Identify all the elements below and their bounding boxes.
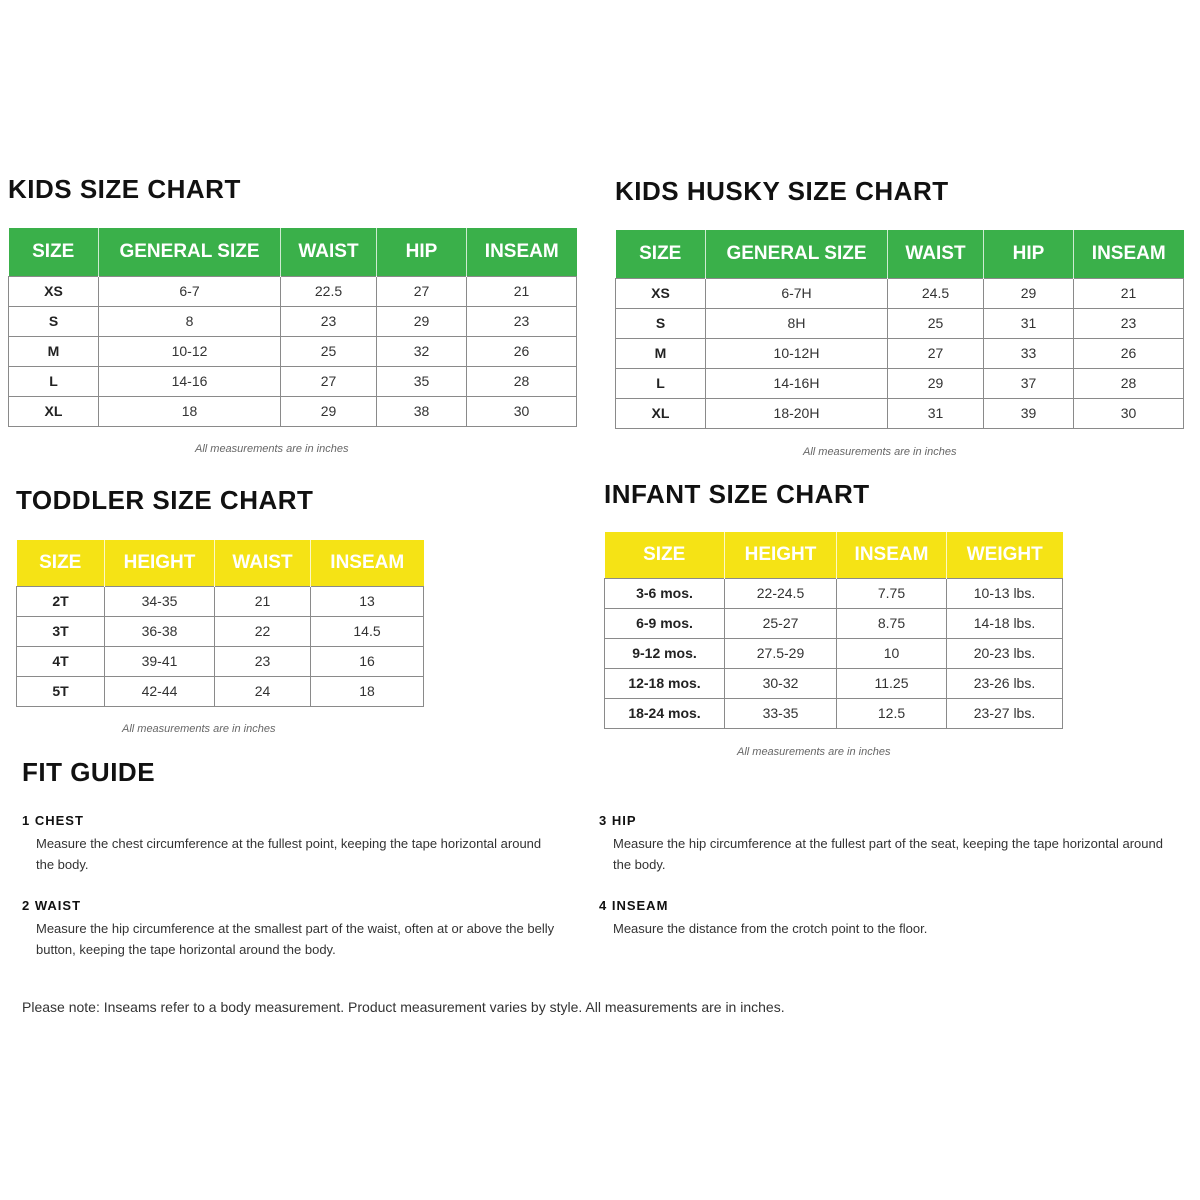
- table-cell: 27: [377, 276, 467, 306]
- table-row: [605, 698, 1063, 728]
- table-cell: 10: [837, 638, 947, 668]
- husky-size-table: [615, 230, 1184, 429]
- table-header-row: [9, 228, 577, 276]
- table-header-row: [616, 230, 1184, 278]
- table-cell: 21: [1074, 278, 1184, 308]
- table-cell: 14-16H: [706, 368, 888, 398]
- table-cell: 22.5: [281, 276, 377, 306]
- fit-item-text: Measure the distance from the crotch point to the floor.: [613, 921, 928, 936]
- column-header: WEIGHT: [947, 532, 1063, 578]
- fit-item-hip: [599, 813, 1169, 875]
- size-cell: 3-6 mos.: [605, 578, 725, 608]
- size-cell: M: [616, 338, 706, 368]
- table-row: [616, 278, 1184, 308]
- table-cell: 23: [215, 646, 311, 676]
- table-cell: 29: [888, 368, 984, 398]
- kids-measurement-note: All measurements are in inches: [195, 443, 349, 455]
- table-cell: 24.5: [888, 278, 984, 308]
- fit-item-heading: 4 INSEAM: [599, 898, 669, 913]
- table-row: [9, 366, 577, 396]
- table-cell: 8.75: [837, 608, 947, 638]
- fit-item-waist: [22, 898, 582, 960]
- table-cell: 23: [467, 306, 577, 336]
- table-cell: 6-7: [99, 276, 281, 306]
- table-cell: 31: [984, 308, 1074, 338]
- size-cell: 5T: [17, 676, 105, 706]
- table-cell: 14.5: [311, 616, 424, 646]
- fit-item-heading: 3 HIP: [599, 813, 637, 828]
- table-cell: 20-23 lbs.: [947, 638, 1063, 668]
- table-cell: 27: [888, 338, 984, 368]
- table-row: [9, 306, 577, 336]
- table-row: [9, 276, 577, 306]
- column-header: HEIGHT: [725, 532, 837, 578]
- table-cell: 29: [281, 396, 377, 426]
- table-row: [605, 668, 1063, 698]
- table-cell: 36-38: [105, 616, 215, 646]
- table-cell: 25-27: [725, 608, 837, 638]
- table-cell: 28: [1074, 368, 1184, 398]
- column-header: WAIST: [215, 540, 311, 586]
- table-cell: 25: [281, 336, 377, 366]
- table-cell: 29: [377, 306, 467, 336]
- table-cell: 12.5: [837, 698, 947, 728]
- table-cell: 31: [888, 398, 984, 428]
- table-cell: 30-32: [725, 668, 837, 698]
- table-cell: 14-16: [99, 366, 281, 396]
- table-cell: 22-24.5: [725, 578, 837, 608]
- size-cell: 9-12 mos.: [605, 638, 725, 668]
- kids-chart-title: KIDS SIZE CHART: [8, 174, 241, 204]
- table-cell: 18-20H: [706, 398, 888, 428]
- kids-size-table: [8, 228, 577, 427]
- size-cell: S: [9, 306, 99, 336]
- table-cell: 22: [215, 616, 311, 646]
- table-row: [9, 396, 577, 426]
- table-row: [605, 608, 1063, 638]
- table-cell: 10-13 lbs.: [947, 578, 1063, 608]
- column-header: INSEAM: [837, 532, 947, 578]
- fit-item-text: Measure the chest circumference at the fullest point, keeping the tape horizontal around the body.: [36, 836, 542, 872]
- table-row: [17, 616, 424, 646]
- column-header: HIP: [984, 230, 1074, 278]
- table-cell: 23: [281, 306, 377, 336]
- table-row: [17, 586, 424, 616]
- column-header: SIZE: [9, 228, 99, 276]
- size-cell: XS: [616, 278, 706, 308]
- table-cell: 16: [311, 646, 424, 676]
- table-row: [17, 676, 424, 706]
- infant-measurement-note: All measurements are in inches: [737, 746, 891, 758]
- table-header-row: [605, 532, 1063, 578]
- table-cell: 28: [467, 366, 577, 396]
- column-header: HIP: [377, 228, 467, 276]
- table-cell: 32: [377, 336, 467, 366]
- size-cell: 18-24 mos.: [605, 698, 725, 728]
- column-header: INSEAM: [1074, 230, 1184, 278]
- column-header: INSEAM: [311, 540, 424, 586]
- table-row: [605, 578, 1063, 608]
- table-cell: 34-35: [105, 586, 215, 616]
- table-cell: 18: [99, 396, 281, 426]
- column-header: GENERAL SIZE: [706, 230, 888, 278]
- fit-item-heading: 2 WAIST: [22, 898, 82, 913]
- toddler-chart-title: TODDLER SIZE CHART: [16, 485, 314, 515]
- table-row: [17, 646, 424, 676]
- fit-item-text: Measure the hip circumference at the fullest part of the seat, keeping the tape horizontal around the body.: [613, 836, 1163, 872]
- column-header: SIZE: [616, 230, 706, 278]
- table-header-row: [17, 540, 424, 586]
- table-row: [616, 308, 1184, 338]
- column-header: SIZE: [17, 540, 105, 586]
- table-cell: 18: [311, 676, 424, 706]
- table-cell: 10-12H: [706, 338, 888, 368]
- fit-item-heading: 1 CHEST: [22, 813, 84, 828]
- table-cell: 10-12: [99, 336, 281, 366]
- size-cell: 2T: [17, 586, 105, 616]
- size-cell: M: [9, 336, 99, 366]
- size-cell: 3T: [17, 616, 105, 646]
- toddler-size-table: [16, 540, 424, 707]
- table-cell: 39-41: [105, 646, 215, 676]
- column-header: WAIST: [281, 228, 377, 276]
- table-row: [605, 638, 1063, 668]
- table-cell: 8: [99, 306, 281, 336]
- column-header: HEIGHT: [105, 540, 215, 586]
- table-cell: 27: [281, 366, 377, 396]
- table-cell: 13: [311, 586, 424, 616]
- column-header: GENERAL SIZE: [99, 228, 281, 276]
- table-row: [616, 368, 1184, 398]
- table-row: [616, 338, 1184, 368]
- table-cell: 38: [377, 396, 467, 426]
- column-header: SIZE: [605, 532, 725, 578]
- table-cell: 14-18 lbs.: [947, 608, 1063, 638]
- table-cell: 37: [984, 368, 1074, 398]
- column-header: WAIST: [888, 230, 984, 278]
- table-row: [9, 336, 577, 366]
- table-cell: 23-26 lbs.: [947, 668, 1063, 698]
- husky-chart-title: KIDS HUSKY SIZE CHART: [615, 176, 949, 206]
- table-cell: 25: [888, 308, 984, 338]
- table-cell: 42-44: [105, 676, 215, 706]
- table-row: [616, 398, 1184, 428]
- size-cell: XS: [9, 276, 99, 306]
- table-cell: 21: [215, 586, 311, 616]
- table-cell: 30: [1074, 398, 1184, 428]
- table-cell: 33-35: [725, 698, 837, 728]
- table-cell: 35: [377, 366, 467, 396]
- table-cell: 8H: [706, 308, 888, 338]
- table-cell: 39: [984, 398, 1074, 428]
- table-cell: 6-7H: [706, 278, 888, 308]
- size-cell: L: [616, 368, 706, 398]
- table-cell: 33: [984, 338, 1074, 368]
- size-cell: 12-18 mos.: [605, 668, 725, 698]
- table-cell: 29: [984, 278, 1074, 308]
- fit-item-chest: [22, 813, 562, 875]
- table-cell: 7.75: [837, 578, 947, 608]
- fit-item-text: Measure the hip circumference at the smallest part of the waist, often at or above the belly button, keeping the tape horizontal around the body.: [36, 921, 555, 957]
- table-cell: 11.25: [837, 668, 947, 698]
- table-cell: 26: [467, 336, 577, 366]
- infant-size-table: [604, 532, 1063, 729]
- infant-chart-title: INFANT SIZE CHART: [604, 479, 870, 509]
- size-cell: XL: [9, 396, 99, 426]
- column-header: INSEAM: [467, 228, 577, 276]
- fit-item-inseam: [599, 898, 1169, 939]
- table-cell: 21: [467, 276, 577, 306]
- table-cell: 30: [467, 396, 577, 426]
- footnote: Please note: Inseams refer to a body measurement. Product measurement varies by style. All measurements are in inches.: [22, 999, 785, 1015]
- husky-measurement-note: All measurements are in inches: [803, 446, 957, 458]
- fit-guide-title: FIT GUIDE: [22, 757, 156, 787]
- table-cell: 26: [1074, 338, 1184, 368]
- table-cell: 23-27 lbs.: [947, 698, 1063, 728]
- table-cell: 23: [1074, 308, 1184, 338]
- size-cell: XL: [616, 398, 706, 428]
- table-cell: 24: [215, 676, 311, 706]
- toddler-measurement-note: All measurements are in inches: [122, 723, 276, 735]
- size-cell: 4T: [17, 646, 105, 676]
- size-cell: 6-9 mos.: [605, 608, 725, 638]
- size-cell: L: [9, 366, 99, 396]
- table-cell: 27.5-29: [725, 638, 837, 668]
- size-cell: S: [616, 308, 706, 338]
